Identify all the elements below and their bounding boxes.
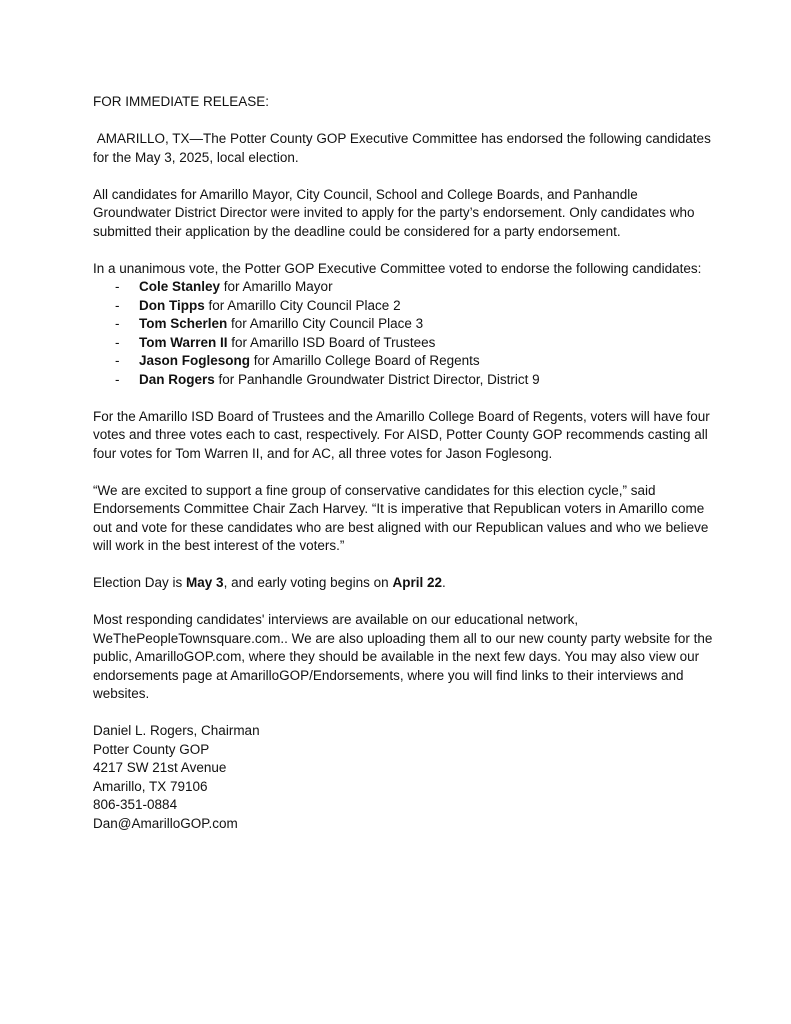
candidate-office: for Panhandle Groundwater District Director, District 9 [214, 371, 540, 387]
early-voting-date: April 22 [392, 575, 442, 590]
intro-paragraph: AMARILLO, TX—The Potter County GOP Executive Committee has endorsed the following candidates for the May 3, 2025, local election. [93, 131, 715, 165]
election-day-middle: , and early voting begins on [223, 575, 393, 590]
spacer [93, 389, 713, 408]
interviews-paragraph: Most responding candidates' interviews are available on our educational network, WeThePeopleTownsquare.com.. We are also uploading them all to our new county party website for the public, AmarilloGOP.com, where they should be available in the next few days. You may also view our endorsements page at AmarilloGOP/Endorsements, where you will find links to their interviews and websites. [93, 612, 713, 701]
spacer [93, 167, 713, 186]
spacer [93, 593, 713, 612]
list-bullet: - [115, 279, 120, 294]
election-day-suffix: . [441, 575, 446, 590]
invite-paragraph: All candidates for Amarillo Mayor, City Council, School and College Boards, and Panhandle Groundwater District Director were invited to apply for the party’s endorsement. Only candidates who submitted their application by the deadline could be considered for a party endorsement. [93, 186, 695, 239]
candidate-office: for Amarillo College Board of Regents [250, 353, 480, 368]
list-item [93, 278, 713, 297]
spacer [93, 112, 713, 131]
vote-intro-paragraph: In a unanimous vote, the Potter GOP Executive Committee voted to endorse the following candidates: [93, 260, 702, 276]
signature-phone: 806-351-0884 [93, 797, 178, 812]
list-bullet: - [115, 371, 120, 387]
list-item [93, 297, 713, 316]
candidate-name: Jason Foglesong [139, 353, 251, 368]
candidate-list [93, 278, 713, 389]
press-release-page [93, 93, 713, 833]
list-bullet: - [115, 334, 120, 350]
candidate-office: for Amarillo ISD Board of Trustees [227, 334, 436, 350]
spacer [93, 463, 713, 482]
list-item [93, 315, 713, 334]
candidate-name: Don Tipps [139, 297, 205, 313]
candidate-name: Tom Warren II [139, 334, 228, 350]
spacer [93, 241, 713, 260]
boards-paragraph: For the Amarillo ISD Board of Trustees and the Amarillo College Board of Regents, voters will have four votes and three votes each to cast, respectively. For AISD, Potter County GOP recommends casting all four votes for Tom Warren II, and for AC, all three votes for Jason Foglesong. [93, 408, 710, 461]
signature-name: Daniel L. Rogers, Chairman [93, 723, 260, 738]
candidate-name: Dan Rogers [139, 371, 215, 387]
candidate-office: for Amarillo City Council Place 2 [204, 297, 401, 313]
signature-org: Potter County GOP [93, 741, 210, 757]
list-item [93, 371, 713, 390]
candidate-office: for Amarillo City Council Place 3 [227, 316, 424, 331]
list-bullet: - [115, 353, 120, 368]
election-day-paragraph [93, 574, 713, 593]
list-item [93, 334, 713, 353]
list-item [93, 352, 713, 371]
signature-email: Dan@AmarilloGOP.com [93, 815, 238, 831]
candidate-office: for Amarillo Mayor [220, 279, 333, 294]
release-header: FOR IMMEDIATE RELEASE: [93, 94, 270, 109]
signature-street: 4217 SW 21st Avenue [93, 760, 227, 775]
list-bullet: - [115, 316, 120, 331]
election-day-prefix: Election Day is [93, 575, 187, 590]
candidate-name: Tom Scherlen [139, 316, 228, 331]
quote-paragraph: “We are excited to support a fine group of conservative candidates for this election cycle,” said Endorsements Committee Chair Zach Harvey. “It is imperative that Republican voters in Amarillo come out and vote for these candidates who are best aligned with our Republican values and who we believe will work in the best interest of the voters.” [93, 482, 709, 553]
signature-block [93, 722, 713, 833]
spacer [93, 556, 713, 575]
list-bullet: - [115, 297, 120, 313]
election-day-date: May 3 [186, 575, 224, 590]
signature-city: Amarillo, TX 79106 [93, 778, 208, 794]
candidate-name: Cole Stanley [139, 279, 221, 294]
spacer [93, 704, 713, 723]
